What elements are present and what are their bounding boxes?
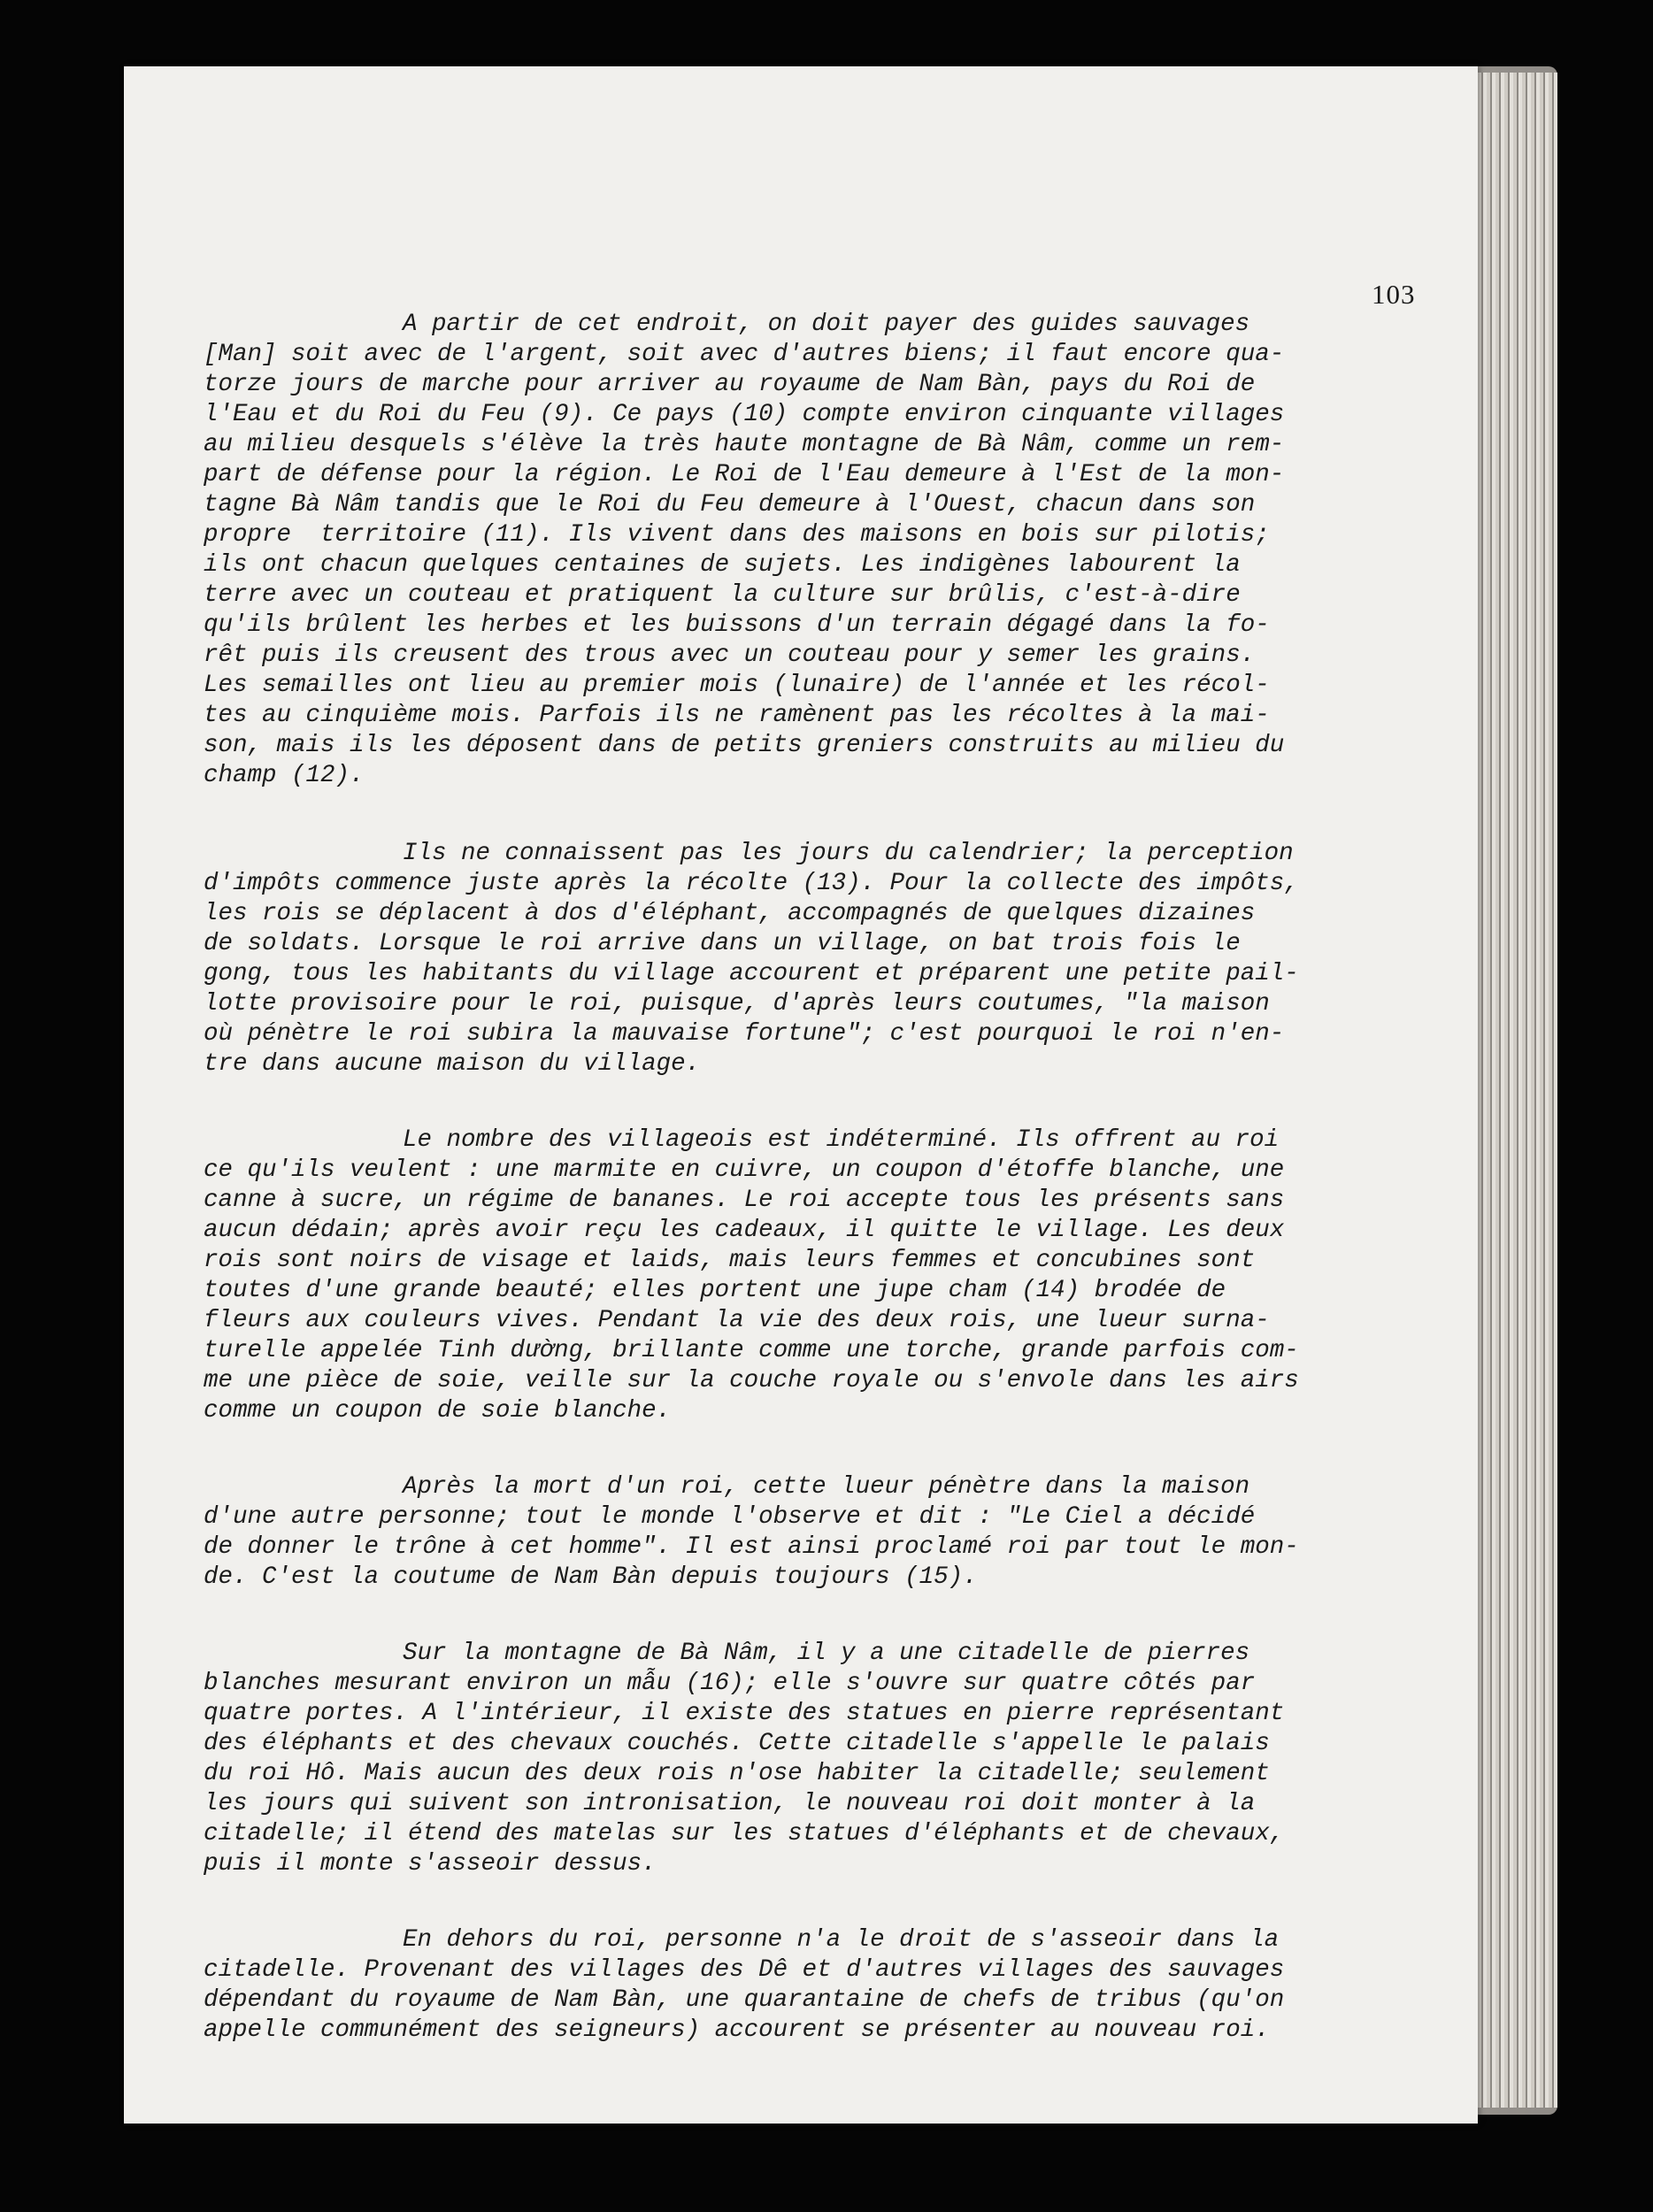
text-line: comme un coupon de soie blanche. <box>204 1397 672 1425</box>
body-text <box>204 310 1354 2092</box>
text-line: quatre portes. A l'intérieur, il existe des statues en pierre représentant <box>204 1700 1285 1727</box>
text-line: ils ont chacun quelques centaines de sujets. Les indigènes labourent la <box>204 551 1241 579</box>
text-line: fleurs aux couleurs vives. Pendant la vie des deux rois, une lueur surna- <box>204 1307 1270 1334</box>
text-line: canne à sucre, un régime de bananes. Le roi accepte tous les présents sans <box>204 1187 1285 1214</box>
text-line: Sur la montagne de Bà Nâm, il y a une citadelle de pierres <box>403 1640 1250 1667</box>
text-line: les rois se déplacent à dos d'éléphant, accompagnés de quelques dizaines <box>204 900 1256 927</box>
text-line: A partir de cet endroit, on doit payer des guides sauvages <box>403 311 1250 338</box>
paragraph <box>204 1125 1354 1426</box>
page-edges <box>1469 73 1557 2108</box>
text-line: Les semailles ont lieu au premier mois (lunaire) de l'année et les récol- <box>204 672 1270 699</box>
text-line: Ils ne connaissent pas les jours du calendrier; la perception <box>403 840 1294 867</box>
text-line: tes au cinquième mois. Parfois ils ne ramènent pas les récoltes à la mai- <box>204 702 1270 729</box>
text-line: torze jours de marche pour arriver au royaume de Nam Bàn, pays du Roi de <box>204 371 1256 398</box>
text-line: de soldats. Lorsque le roi arrive dans un village, on bat trois fois le <box>204 930 1241 957</box>
page-number: 103 <box>1372 279 1416 310</box>
text-line: turelle appelée Tinh dường, brillante comme une torche, grande parfois com- <box>204 1337 1299 1364</box>
text-line: blanches mesurant environ un mẫu (16); elle s'ouvre sur quatre côtés par <box>204 1670 1256 1697</box>
text-line: gong, tous les habitants du village accourent et préparent une petite pail- <box>204 960 1299 987</box>
text-line: du roi Hô. Mais aucun des deux rois n'ose habiter la citadelle; seulement <box>204 1760 1270 1787</box>
text-line: l'Eau et du Roi du Feu (9). Ce pays (10) compte environ cinquante villages <box>204 401 1285 428</box>
text-line: dépendant du royaume de Nam Bàn, une quarantaine de chefs de tribus (qu'on <box>204 1986 1285 2014</box>
text-line: puis il monte s'asseoir dessus. <box>204 1850 657 1878</box>
text-line: lotte provisoire pour le roi, puisque, d'après leurs coutumes, "la maison <box>204 990 1270 1018</box>
text-line: [Man] soit avec de l'argent, soit avec d'autres biens; il faut encore qua- <box>204 341 1285 368</box>
text-line: me une pièce de soie, veille sur la couche royale ou s'envole dans les airs <box>204 1367 1299 1394</box>
text-line: toutes d'une grande beauté; elles portent une jupe cham (14) brodée de <box>204 1277 1226 1304</box>
text-line: propre territoire (11). Ils vivent dans des maisons en bois sur pilotis; <box>204 521 1270 549</box>
text-line: son, mais ils les déposent dans de petits greniers construits au milieu du <box>204 732 1285 759</box>
text-line: appelle communément des seigneurs) accourent se présenter au nouveau roi. <box>204 2016 1270 2044</box>
text-line: qu'ils brûlent les herbes et les buissons d'un terrain dégagé dans la fo- <box>204 611 1270 639</box>
text-line: tagne Bà Nâm tandis que le Roi du Feu demeure à l'Ouest, chacun dans son <box>204 491 1256 518</box>
text-line: champ (12). <box>204 762 365 789</box>
text-line: citadelle; il étend des matelas sur les statues d'éléphants et de chevaux, <box>204 1820 1285 1847</box>
paragraph <box>204 1472 1354 1593</box>
paragraph <box>204 1639 1354 1879</box>
text-line: rêt puis ils creusent des trous avec un couteau pour y semer les grains. <box>204 641 1256 669</box>
text-line: les jours qui suivent son intronisation, le nouveau roi doit monter à la <box>204 1790 1256 1817</box>
paragraph <box>204 310 1354 791</box>
text-line: où pénètre le roi subira la mauvaise fortune"; c'est pourquoi le roi n'en- <box>204 1020 1285 1048</box>
paragraph <box>204 1925 1354 2046</box>
text-line: d'une autre personne; tout le monde l'observe et dit : "Le Ciel a décidé <box>204 1503 1256 1531</box>
text-line: terre avec un couteau et pratiquent la culture sur brûlis, c'est-à-dire <box>204 581 1241 609</box>
paragraph <box>204 839 1354 1079</box>
text-line: au milieu desquels s'élève la très haute montagne de Bà Nâm, comme un rem- <box>204 431 1285 458</box>
text-line: rois sont noirs de visage et laids, mais leurs femmes et concubines sont <box>204 1247 1256 1274</box>
text-line: d'impôts commence juste après la récolte (13). Pour la collecte des impôts, <box>204 870 1299 897</box>
text-line: de. C'est la coutume de Nam Bàn depuis toujours (15). <box>204 1563 978 1591</box>
text-line: aucun dédain; après avoir reçu les cadeaux, il quitte le village. Les deux <box>204 1217 1285 1244</box>
text-line: Le nombre des villageois est indéterminé. Ils offrent au roi <box>403 1126 1280 1154</box>
text-line: Après la mort d'un roi, cette lueur pénètre dans la maison <box>403 1473 1250 1501</box>
text-line: tre dans aucune maison du village. <box>204 1050 701 1078</box>
text-line: des éléphants et des chevaux couchés. Cette citadelle s'appelle le palais <box>204 1730 1270 1757</box>
text-line: ce qu'ils veulent : une marmite en cuivre, un coupon d'étoffe blanche, une <box>204 1156 1285 1184</box>
text-line: En dehors du roi, personne n'a le droit de s'asseoir dans la <box>403 1926 1280 1954</box>
text-line: part de défense pour la région. Le Roi de l'Eau demeure à l'Est de la mon- <box>204 461 1285 488</box>
text-line: citadelle. Provenant des villages des Dê et d'autres villages des sauvages <box>204 1956 1285 1984</box>
text-line: de donner le trône à cet homme". Il est ainsi proclamé roi par tout le mon- <box>204 1533 1299 1561</box>
